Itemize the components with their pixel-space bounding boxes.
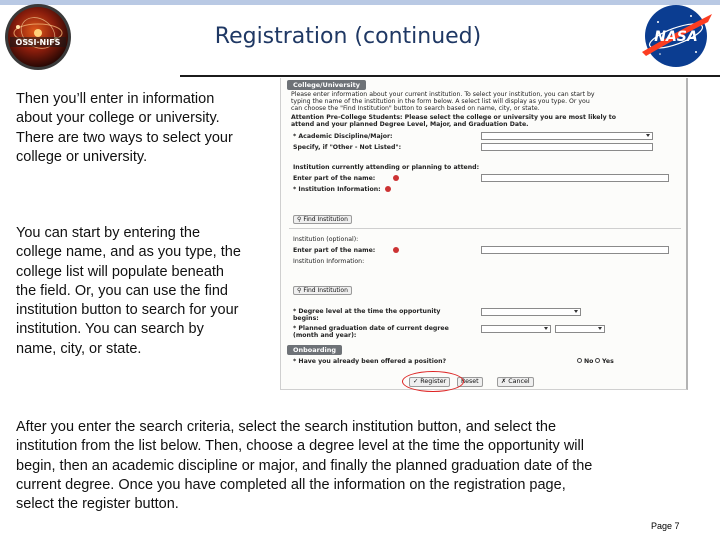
form-attention-line1: Attention Pre-College Students: Please select the college or university you are most likely to [291, 114, 616, 121]
cancel-button[interactable]: ✗ Cancel [497, 377, 534, 387]
search-icon: ⚲ [297, 287, 304, 294]
nasa-logo [636, 2, 716, 70]
degree-level-label: * Degree level at the time the opportunity [293, 308, 441, 315]
form-attention-line2: attend and your planned Degree Level, Major, and Graduation Date. [291, 121, 529, 128]
register-highlight-ring [402, 371, 464, 392]
reset-button[interactable]: Reset [457, 377, 483, 387]
enter-part-label: Enter part of the name: [293, 175, 376, 182]
header-divider [180, 75, 720, 77]
onboarding-section-header: Onboarding [287, 345, 342, 355]
page-number: Page 7 [651, 521, 680, 531]
offered-position-label: * Have you already been offered a position? [293, 358, 447, 365]
graduation-year-select[interactable] [555, 325, 605, 333]
radio-no-label: No [584, 358, 594, 365]
discipline-select[interactable] [481, 132, 653, 140]
find-institution-button-2[interactable]: ⚲ Find Institution [293, 286, 352, 295]
specify-input[interactable] [481, 143, 653, 151]
search-paragraph: You can start by entering the college name, and as you type, the college list will populate beneath the field. Or, you can use the find institution button to search for your institution. You can search by name, city, or state. [16, 225, 241, 357]
institution-optional-label: Institution (optional): [293, 236, 359, 243]
required-icon [385, 186, 391, 192]
top-accent-strip [0, 0, 720, 5]
graduation-label: * Planned graduation date of current degree [293, 325, 449, 332]
form-intro-line2: typing the name of the institution in the form below. A select list will display as you type. Or you [291, 98, 590, 105]
institution-info-label-2: Institution Information: [293, 258, 365, 265]
degree-level-label-2: begins: [293, 315, 319, 322]
graduation-label-2: (month and year): [293, 332, 357, 339]
ossi-logo-text: OSSI·NIFS [15, 38, 61, 47]
nasa-logo-text: NASA [654, 29, 698, 45]
radio-yes-label: Yes [602, 358, 614, 365]
institution-info-label: * Institution Information: [293, 186, 381, 193]
required-icon [393, 247, 399, 253]
form-intro-line3: can choose the "Find Institution" button to search based on name, city, or state. [291, 105, 540, 112]
ossi-nifs-logo [4, 3, 72, 71]
institution-name-input[interactable] [481, 174, 669, 182]
specify-label: Specify, if "Other - Not Listed": [293, 144, 402, 151]
registration-form-screenshot [280, 78, 688, 390]
check-icon: ✓ [413, 378, 421, 385]
find-institution-button[interactable]: ⚲ Find Institution [293, 215, 352, 224]
register-button[interactable]: ✓ Register [409, 377, 450, 387]
page-title: Registration (continued) [214, 24, 482, 49]
graduation-month-select[interactable] [481, 325, 551, 333]
close-icon: ✗ [501, 378, 509, 385]
radio-yes[interactable] [595, 358, 600, 363]
discipline-label: * Academic Discipline/Major: [293, 133, 393, 140]
form-divider [289, 228, 681, 229]
college-section-header: College/University [287, 80, 366, 90]
institution-label: Institution currently attending or planning to attend: [293, 164, 480, 171]
summary-paragraph: After you enter the search criteria, select the search institution button, and select the institution from the list below. Then, choose a degree level at the time the opportunity will begin, then an academic discipline or major, and finally the planned graduation date of the current degree. Once you have completed all the information on the registration page, select the register button. [16, 419, 593, 513]
search-icon: ⚲ [297, 216, 304, 223]
required-icon [393, 175, 399, 181]
intro-paragraph: Then you’ll enter in information about your college or university. There are two ways to select your college or university. [16, 91, 233, 165]
form-intro-line1: Please enter information about your current institution. To select your institution, you can start by [291, 91, 595, 98]
degree-level-select[interactable] [481, 308, 581, 316]
enter-part-label-2: Enter part of the name: [293, 247, 376, 254]
radio-no[interactable] [577, 358, 582, 363]
institution-name-input-2[interactable] [481, 246, 669, 254]
